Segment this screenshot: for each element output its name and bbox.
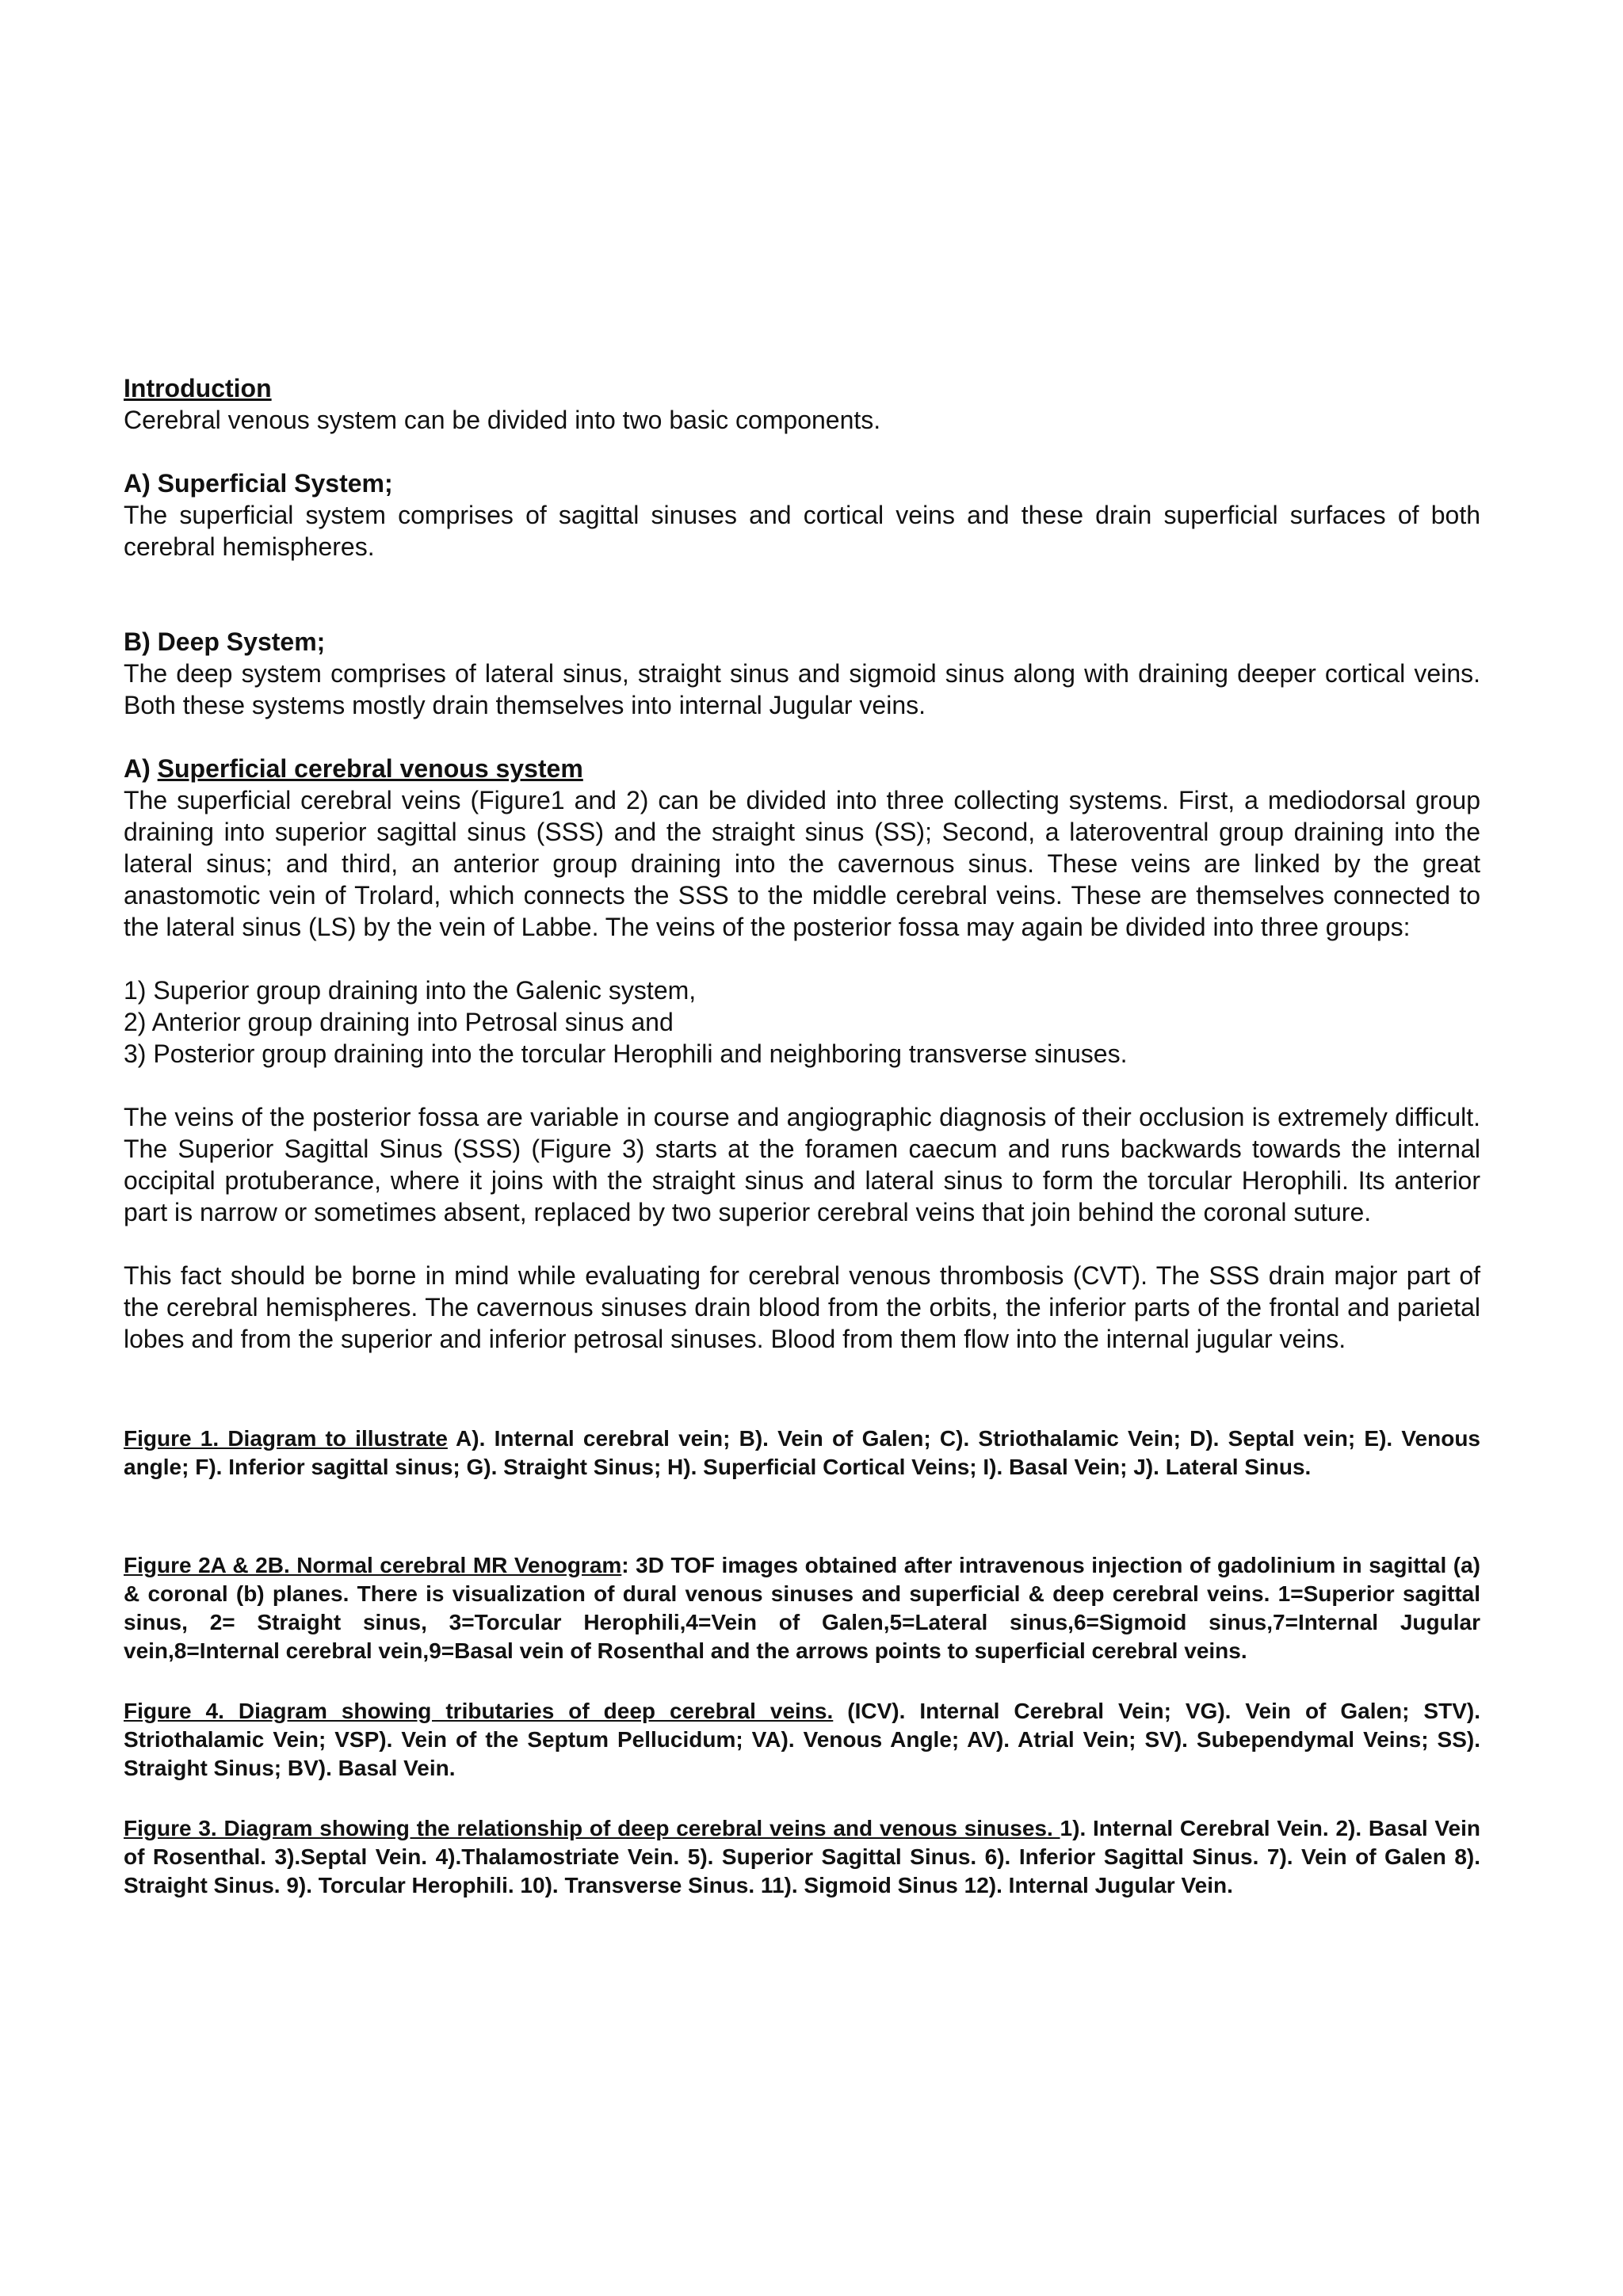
spacer — [124, 1070, 1480, 1101]
intro-heading: Introduction — [124, 374, 272, 402]
figure-1-text: A). Internal cerebral vein; B). Vein of Galen; C). Striothalamic Vein; D). Septal vein; E). Venous angle; F). Inferior sagittal sinus; G). Straight Sinus; H). Superficial Cortical Veins; I). Basal Vein; J). Lateral Sinus. — [124, 1426, 1480, 1479]
superficial-venous-text: The superficial cerebral veins (Figure1 and 2) can be divided into three collecting systems. First, a mediodorsal group draining into superior sagittal sinus (SSS) and the straight sinus (SS); Second, a lateroventral group draining into the lateral sinus; and third, an anterior group draining into the cavernous sinus. These veins are linked by the great anastomotic vein of Trolard, which connects the SSS to the middle cerebral veins. These are themselves connected to the lateral sinus (LS) by the vein of Labbe. The veins of the posterior fossa may again be divided into three groups: — [124, 786, 1480, 941]
heading-title: Superficial cerebral venous system — [157, 754, 583, 783]
figure-4-lead: Figure 4. Diagram showing tributaries of deep cerebral veins. — [124, 1699, 834, 1723]
spacer — [124, 721, 1480, 753]
spacer — [124, 1783, 1480, 1814]
cvt-paragraph: This fact should be borne in mind while evaluating for cerebral venous thrombosis (CVT). The SSS drain major part of the cerebral hemispheres. The cavernous sinuses drain blood from the orbits, the inferior parts of the frontal and parietal lobes and from the superior and inferior petrosal sinuses. Blood from them flow into the internal jugular veins. — [124, 1261, 1480, 1353]
posterior-fossa-groups — [124, 974, 1480, 1070]
figure-3-lead: Figure 3. Diagram showing the relationship of deep cerebral veins and venous sinuses. — [124, 1816, 1060, 1840]
spacer — [124, 563, 1480, 626]
figure-1-caption — [124, 1425, 1480, 1482]
spacer — [124, 943, 1480, 974]
posterior-fossa-paragraph: The veins of the posterior fossa are variable in course and angiographic diagnosis of their occlusion is extremely difficult. The Superior Sagittal Sinus (SSS) (Figure 3) starts at the foramen caecum and runs backwards towards the internal occipital protuberance, where it joins with the straight sinus and lateral sinus to form the torcular Herophili. Its anterior part is narrow or sometimes absent, replaced by two superior cerebral veins that join behind the coronal suture. — [124, 1103, 1480, 1226]
document-page — [124, 372, 1480, 1900]
list-item: 3) Posterior group draining into the torcular Herophili and neighboring transverse sinuses. — [124, 1039, 1128, 1068]
list-item: 1) Superior group draining into the Galenic system, — [124, 976, 697, 1005]
heading-prefix: A) — [124, 754, 158, 783]
spacer — [124, 1482, 1480, 1551]
figure-2-caption — [124, 1551, 1480, 1665]
figure-2-text: : 3D TOF images obtained after intravenous injection of gadolinium in sagittal (a) & coronal (b) planes. There is visualization of dural venous sinuses and superficial & deep cerebral veins. 1=Superior sagittal sinus, 2= Straight sinus, 3=Torcular Herophili,4=Vein of Galen,5=Lateral sinus,6=Sigmoid sinus,7=Internal Jugular vein,8=Internal cerebral vein,9=Basal vein of Rosenthal and the arrows points to superficial cerebral veins. — [124, 1553, 1481, 1663]
deep-system-heading: B) Deep System; — [124, 627, 326, 656]
spacer — [124, 436, 1480, 467]
superficial-venous-heading — [124, 753, 1480, 784]
intro-text: Cerebral venous system can be divided into two basic components. — [124, 406, 881, 434]
figure-3-text: 1). Internal Cerebral Vein. 2). Basal Vein of Rosenthal. 3).Septal Vein. 4).Thalamostriate Vein. 5). Superior Sagittal Sinus. 6). Inferior Sagittal Sinus. 7). Vein of Galen 8). Straight Sinus. 9). Torcular Herophili. 10). Transverse Sinus. 11). Sigmoid Sinus 12). Internal Jugular Vein. — [124, 1816, 1480, 1897]
figure-4-caption — [124, 1697, 1480, 1783]
spacer — [124, 1228, 1480, 1260]
spacer — [124, 1665, 1480, 1697]
figure-1-lead: Figure 1. Diagram to illustrate — [124, 1426, 448, 1451]
superficial-system-heading: A) Superficial System; — [124, 469, 393, 498]
superficial-system-text: The superficial system comprises of sagittal sinuses and cortical veins and these drain superficial surfaces of both cerebral hemispheres. — [124, 501, 1480, 561]
figure-2-lead: Figure 2A & 2B. Normal cerebral MR Venogram — [124, 1553, 622, 1577]
deep-system-text: The deep system comprises of lateral sinus, straight sinus and sigmoid sinus along with draining deeper cortical veins. Both these systems mostly drain themselves into internal Jugular veins. — [124, 659, 1480, 719]
list-item: 2) Anterior group draining into Petrosal sinus and — [124, 1008, 674, 1036]
figure-4-text: (ICV). Internal Cerebral Vein; VG). Vein of Galen; STV). Striothalamic Vein; VSP). Vein of the Septum Pellucidum; VA). Venous Angle; AV). Atrial Vein; SV). Subependymal Veins; SS). Straight Sinus; BV). Basal Vein. — [124, 1699, 1480, 1780]
figure-3-caption — [124, 1814, 1480, 1900]
spacer — [124, 1355, 1480, 1425]
